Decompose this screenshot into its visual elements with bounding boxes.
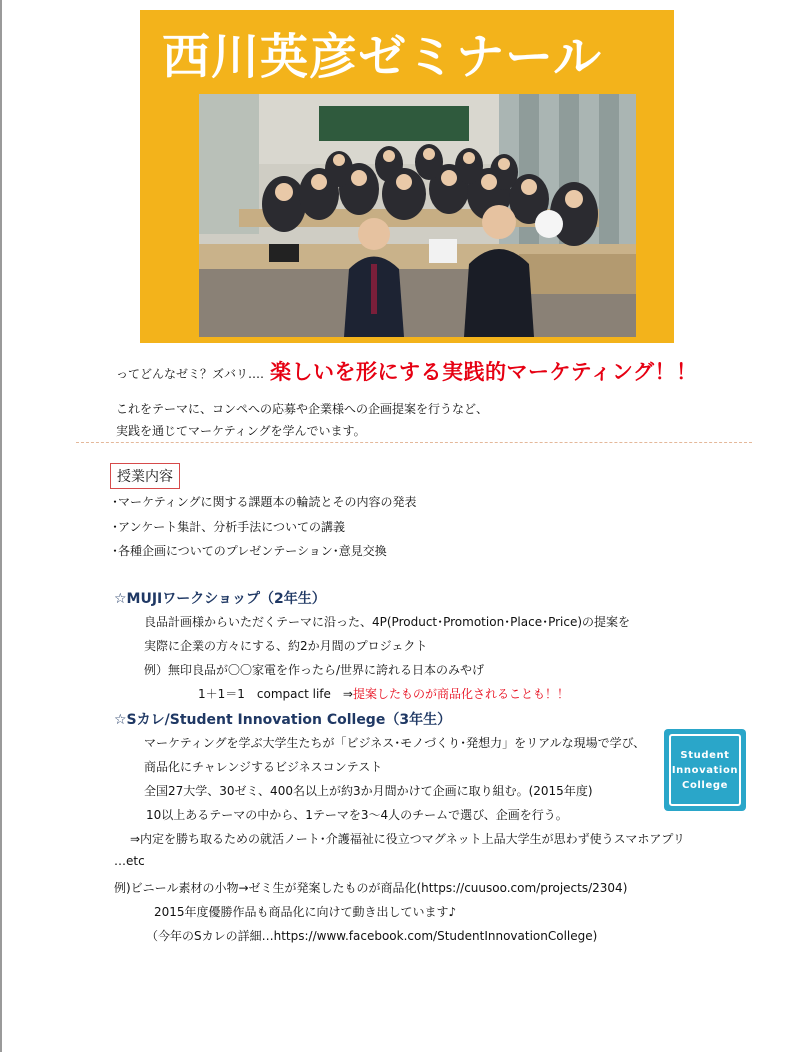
intro-highlight: 楽しいを形にする実践的マーケティング！！: [270, 360, 698, 384]
muji-heading: ☆MUJIワークショップ（2年生）: [114, 591, 326, 607]
scare-heading: ☆Sカレ/Student Innovation College（3年生）: [114, 712, 452, 728]
group-photo-image: [199, 94, 636, 337]
muji-example-highlight: 提案したものが商品化されることも！！: [352, 687, 569, 701]
muji-line-3: 例）無印良品が〇〇家電を作ったら/世界に誇れる日本のみやげ: [144, 663, 485, 677]
scare-line-8: 2015年度優勝作品も商品化に向けて動き出しています♪: [154, 905, 457, 919]
muji-example-text: 1＋1＝1 compact life ⇒: [198, 687, 353, 701]
sic-logo-word-2: Innovation: [671, 764, 739, 776]
muji-line-1: 良品計画様からいただくテーマに沿った、4P(Product･Promotion･Place･Price)の提案を: [144, 615, 631, 629]
seminar-title: 西川英彦ゼミナール: [162, 29, 603, 85]
header-banner: [140, 10, 674, 343]
intro-lead: ってどんなゼミ？ズバリ‥‥: [116, 367, 265, 381]
sic-logo-word-3: College: [682, 779, 728, 791]
scare-line-9: （今年のSカレの詳細…https://www.facebook.com/StudentInnovationCollege): [146, 929, 598, 943]
scare-line-3: 全国27大学、30ゼミ、400名以上が約3か月間かけて企画に取り組む。(2015年度): [144, 784, 593, 798]
sic-logo-word-1: Student: [680, 749, 730, 761]
intro-line-2: 実践を通じてマーケティングを学んでいます。: [116, 424, 366, 438]
intro-line-1: これをテーマに、コンペへの応募や企業様への企画提案を行うなど、: [116, 402, 489, 416]
muji-example: [198, 685, 569, 702]
muji-line-2: 実際に企業の方々にする、約2か月間のプロジェクト: [144, 639, 428, 653]
page-edge: [0, 0, 2, 1052]
student-innovation-college-logo: [664, 729, 746, 811]
scare-line-2: 商品化にチャレンジするビジネスコンテスト: [144, 760, 383, 774]
classes-heading: 授業内容: [110, 463, 180, 489]
class-item-3: ･各種企画についてのプレゼンテーション･意見交換: [112, 544, 387, 558]
class-item-2: ･アンケート集計、分析手法についての講義: [112, 520, 346, 534]
section-divider: [76, 442, 752, 443]
scare-line-1: マーケティングを学ぶ大学生たちが「ビジネス･モノづくり･発想力」をリアルな現場で学び、: [144, 736, 646, 750]
scare-line-4: 10以上あるテーマの中から、1テーマを3～4人のチームで選び、企画を行う。: [146, 808, 568, 822]
class-item-1: ･マーケティングに関する課題本の輪読とその内容の発表: [112, 495, 417, 509]
scare-line-7: 例)ビニール素材の小物→ゼミ生が発案したものが商品化(https://cuusoo.com/projects/2304): [114, 881, 628, 895]
group-photo: [199, 94, 636, 337]
scare-line-5: ⇒内定を勝ち取るための就活ノート･介護福祉に役立つマグネット上品大学生が思わず使うスマホアプリ: [130, 832, 685, 846]
sic-logo-frame: [669, 734, 741, 806]
scare-line-6: …etc: [114, 854, 145, 868]
